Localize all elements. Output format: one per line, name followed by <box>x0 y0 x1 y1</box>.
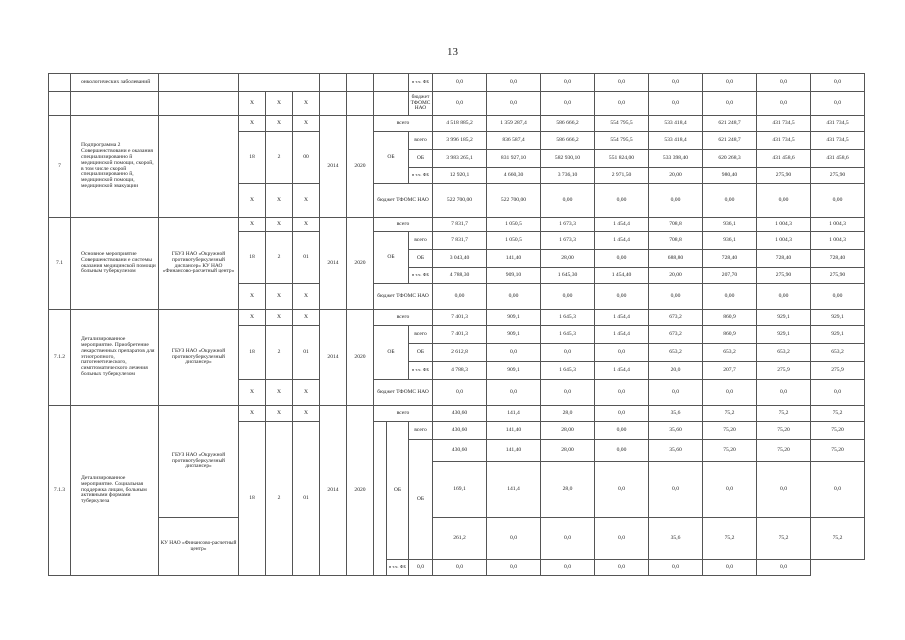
cell-value: 836 587,4 <box>487 132 541 150</box>
cell-value: 75,20 <box>757 440 811 462</box>
cell-value: 0,00 <box>595 184 649 218</box>
cell-exec: ГБУЗ НАО «Окружной противотуберкулезный диспансер» <box>159 310 239 406</box>
cell-value: 533 418,4 <box>649 116 703 132</box>
cell-start: 2014 <box>320 218 347 310</box>
cell-codes <box>239 74 320 92</box>
cell-value: 0,0 <box>487 344 541 362</box>
cell-value: 0,00 <box>649 184 703 218</box>
cell-src: всего <box>374 218 433 232</box>
cell-x: Х <box>266 310 293 326</box>
cell-value: 0,0 <box>703 560 757 576</box>
cell-value: 141,4 <box>487 406 541 422</box>
cell-x: Х <box>293 218 320 232</box>
cell-x: Х <box>293 184 320 218</box>
cell-value: 909,1 <box>487 326 541 344</box>
program-financing-table <box>48 73 865 576</box>
cell-value: 0,0 <box>541 380 595 406</box>
cell-value: 0,0 <box>595 74 649 92</box>
cell-value: 673,2 <box>649 326 703 344</box>
cell-value: 28,00 <box>541 250 595 268</box>
cell-value: 621 248,7 <box>703 132 757 150</box>
cell-value: 728,40 <box>703 250 757 268</box>
cell-value: 141,40 <box>487 422 541 440</box>
cell-value: 431 734,5 <box>757 116 811 132</box>
cell-num <box>49 92 71 116</box>
cell-value: 522 700,00 <box>433 184 487 218</box>
cell-end: 2020 <box>347 406 374 576</box>
cell-value: 522 700,00 <box>487 184 541 218</box>
cell-value: 431 458,6 <box>811 150 865 168</box>
cell-value: 936,1 <box>703 232 757 250</box>
cell-x: Х <box>266 218 293 232</box>
cell-value: 0,0 <box>487 74 541 92</box>
cell-value: 0,0 <box>433 92 487 116</box>
cell-exec <box>159 92 239 116</box>
cell-num <box>49 74 71 92</box>
cell-value: 141,40 <box>487 440 541 462</box>
cell-src: всего <box>374 116 433 132</box>
cell-value: 0,0 <box>649 560 703 576</box>
cell-value: 207,70 <box>703 268 757 284</box>
cell-value: 653,2 <box>703 344 757 362</box>
cell-value: 0,0 <box>433 560 487 576</box>
cell-start <box>320 92 347 116</box>
cell-end: 2020 <box>347 116 374 218</box>
cell-value: 0,0 <box>487 92 541 116</box>
cell-grbs: 18 <box>239 132 266 184</box>
cell-value: 75,20 <box>811 440 865 462</box>
cell-start: 2014 <box>320 310 347 406</box>
cell-cs: 00 <box>293 132 320 184</box>
cell-value: 0,0 <box>649 380 703 406</box>
cell-value: 0,00 <box>541 184 595 218</box>
cell-value: 0,00 <box>433 284 487 310</box>
cell-src: в т.ч. ФБ <box>409 168 433 184</box>
cell-value: 0,0 <box>757 380 811 406</box>
cell-value: 0,0 <box>649 74 703 92</box>
cell-value: 1 645,3 <box>541 326 595 344</box>
cell-value: 3 983 265,1 <box>433 150 487 168</box>
cell-x: Х <box>293 406 320 422</box>
cell-value: 0,00 <box>487 284 541 310</box>
cell-value: 1 050,5 <box>487 218 541 232</box>
cell-value: 0,0 <box>541 518 595 560</box>
cell-name: Детализированное мероприятие. Социальная поддержка лицам, больным активными формами туберкулеза <box>71 406 159 576</box>
cell-x: Х <box>266 406 293 422</box>
cell-cs: 01 <box>293 422 320 576</box>
cell-value: 0,0 <box>433 380 487 406</box>
cell-x: Х <box>239 284 266 310</box>
cell-value: 430,60 <box>433 440 487 462</box>
cell-value: 35,60 <box>649 422 703 440</box>
cell-value: 1 645,30 <box>541 268 595 284</box>
cell-value: 0,0 <box>703 74 757 92</box>
cell-value: 75,2 <box>757 518 811 560</box>
cell-src-group: ОБ <box>374 232 409 284</box>
cell-value: 0,00 <box>595 422 649 440</box>
cell-value: 708,8 <box>649 232 703 250</box>
table-row <box>49 518 865 560</box>
cell-value: 0,0 <box>595 462 649 518</box>
cell-value: 430,60 <box>433 406 487 422</box>
cell-value: 1 454,40 <box>595 268 649 284</box>
cell-value: 4 788,3 <box>433 362 487 380</box>
cell-x: Х <box>239 406 266 422</box>
cell-src: всего <box>409 326 433 344</box>
cell-value: 728,40 <box>811 250 865 268</box>
cell-src-group: ОБ <box>374 326 409 380</box>
cell-value: 0,0 <box>703 380 757 406</box>
cell-src: бюджет ТФОМС НАО <box>374 284 433 310</box>
cell-value: 275,90 <box>757 168 811 184</box>
cell-value: 275,9 <box>811 362 865 380</box>
cell-value: 75,2 <box>811 406 865 422</box>
cell-value: 1 359 287,4 <box>487 116 541 132</box>
cell-value: 261,2 <box>433 518 487 560</box>
cell-value: 0,00 <box>811 184 865 218</box>
cell-num: 7.1.3 <box>49 406 71 576</box>
cell-src: бюджет ТФОМС НАО <box>374 184 433 218</box>
cell-value: 75,20 <box>811 422 865 440</box>
cell-value: 0,0 <box>757 560 811 576</box>
cell-rz: 2 <box>266 326 293 380</box>
cell-start: 2014 <box>320 406 347 576</box>
cell-value: 551 824,00 <box>595 150 649 168</box>
cell-x: Х <box>293 284 320 310</box>
cell-src: в т.ч. ФБ <box>409 74 433 92</box>
cell-value: 582 930,10 <box>541 150 595 168</box>
cell-value: 0,0 <box>433 74 487 92</box>
cell-value: 0,00 <box>595 250 649 268</box>
cell-value: 3 043,40 <box>433 250 487 268</box>
cell-value: 75,20 <box>703 422 757 440</box>
cell-cs: 01 <box>293 232 320 284</box>
cell-x: Х <box>239 218 266 232</box>
cell-gap <box>374 422 387 576</box>
cell-value: 1 454,4 <box>595 310 649 326</box>
cell-x: Х <box>266 380 293 406</box>
cell-value: 533 418,4 <box>649 132 703 150</box>
cell-value: 431 734,5 <box>811 116 865 132</box>
cell-value: 831 927,10 <box>487 150 541 168</box>
cell-x: Х <box>293 116 320 132</box>
cell-value: 169,1 <box>433 462 487 518</box>
cell-value: 1 454,4 <box>595 362 649 380</box>
cell-value: 0,0 <box>811 92 865 116</box>
cell-value: 275,90 <box>811 168 865 184</box>
table-row <box>49 74 865 92</box>
cell-value: 728,40 <box>757 250 811 268</box>
cell-exec: ГБУЗ НАО «Окружной противотуберкулезный диспансер» КУ НАО «Финансово-расчетный центр» <box>159 218 239 310</box>
cell-value: 0,0 <box>811 462 865 518</box>
cell-value: 431 734,5 <box>811 132 865 150</box>
cell-exec: ГБУЗ НАО «Окружной противотуберкулезный диспансер» <box>159 406 239 518</box>
cell-value: 4 788,30 <box>433 268 487 284</box>
cell-x: Х <box>239 116 266 132</box>
cell-rz: 2 <box>266 232 293 284</box>
cell-value: 0,0 <box>409 560 433 576</box>
cell-src: бюджет ТФОМС НАО <box>409 92 433 116</box>
cell-value: 28,0 <box>541 462 595 518</box>
cell-value: 621 248,7 <box>703 116 757 132</box>
table-row <box>49 406 865 422</box>
cell-value: 0,0 <box>541 560 595 576</box>
cell-gap <box>374 92 409 116</box>
cell-x: Х <box>293 380 320 406</box>
cell-value: 533 398,40 <box>649 150 703 168</box>
cell-value: 28,00 <box>541 422 595 440</box>
cell-value: 75,2 <box>757 406 811 422</box>
cell-x: Х <box>239 92 266 116</box>
cell-value: 860,9 <box>703 326 757 344</box>
cell-value: 929,1 <box>811 326 865 344</box>
cell-value: 430,60 <box>433 422 487 440</box>
cell-value: 909,10 <box>487 268 541 284</box>
cell-value: 653,2 <box>757 344 811 362</box>
cell-exec <box>159 116 239 218</box>
cell-value: 0,0 <box>757 74 811 92</box>
cell-value: 75,2 <box>703 406 757 422</box>
cell-value: 4 518 885,2 <box>433 116 487 132</box>
cell-value: 0,0 <box>541 92 595 116</box>
cell-value: 1 004,3 <box>757 232 811 250</box>
cell-src: в т.ч. ФБ <box>387 560 409 576</box>
cell-value: 275,9 <box>757 362 811 380</box>
cell-value: 3 736,10 <box>541 168 595 184</box>
cell-end: 2020 <box>347 310 374 406</box>
cell-src: всего <box>409 422 433 440</box>
cell-value: 0,0 <box>595 406 649 422</box>
cell-value: 0,0 <box>649 92 703 116</box>
cell-value: 20,00 <box>649 168 703 184</box>
cell-value: 0,0 <box>595 344 649 362</box>
cell-value: 980,40 <box>703 168 757 184</box>
cell-value: 1 454,4 <box>595 326 649 344</box>
cell-value: 1 673,3 <box>541 232 595 250</box>
cell-value: 0,0 <box>541 74 595 92</box>
cell-name: Подпрограмма 2 Совершенствовани е оказания специализированно й медицинской помощи, скорой, в том числе скорой специализированно й, медицинской помощи, медицинской эвакуации <box>71 116 159 218</box>
cell-value: 75,20 <box>703 440 757 462</box>
cell-value: 1 673,3 <box>541 218 595 232</box>
cell-value: 0,0 <box>757 92 811 116</box>
cell-value: 0,0 <box>595 560 649 576</box>
cell-value: 0,00 <box>757 284 811 310</box>
cell-value: 0,0 <box>595 380 649 406</box>
cell-value: 28,0 <box>541 406 595 422</box>
cell-value: 620 268,3 <box>703 150 757 168</box>
cell-value: 0,00 <box>703 284 757 310</box>
cell-value: 0,00 <box>541 284 595 310</box>
cell-value: 0,0 <box>703 92 757 116</box>
table-row <box>49 218 865 232</box>
cell-x: Х <box>293 92 320 116</box>
cell-src: в т.ч. ФБ <box>409 268 433 284</box>
cell-x: Х <box>266 284 293 310</box>
cell-name: Основное мероприятие Совершенствовани е системы оказания медицинской помощи больным туберкулезом <box>71 218 159 310</box>
cell-src: ОБ <box>409 150 433 168</box>
cell-src-group: ОБ <box>387 422 409 560</box>
cell-value: 554 795,5 <box>595 116 649 132</box>
cell-value: 0,0 <box>811 74 865 92</box>
cell-src-group: ОБ <box>374 132 409 184</box>
cell-value: 35,6 <box>649 406 703 422</box>
cell-value: 936,1 <box>703 218 757 232</box>
table-row <box>49 310 865 326</box>
cell-value: 207,7 <box>703 362 757 380</box>
cell-value: 0,0 <box>487 560 541 576</box>
page-number: 13 <box>447 46 458 58</box>
cell-value: 708,8 <box>649 218 703 232</box>
cell-value: 20,0 <box>649 362 703 380</box>
cell-value: 929,1 <box>811 310 865 326</box>
cell-num: 7.1 <box>49 218 71 310</box>
cell-src: в т.ч. ФБ <box>409 362 433 380</box>
cell-rz: 2 <box>266 132 293 184</box>
cell-value: 0,0 <box>757 462 811 518</box>
cell-value: 909,1 <box>487 362 541 380</box>
cell-value: 35,60 <box>649 440 703 462</box>
cell-value: 0,0 <box>595 92 649 116</box>
cell-value: 0,0 <box>487 518 541 560</box>
cell-start: 2014 <box>320 116 347 218</box>
cell-x: Х <box>266 116 293 132</box>
cell-value: 141,4 <box>487 462 541 518</box>
cell-name: Детализированное мероприятие. Приобретение лекарственных препаратов для этиотропного, патогенетического, симптоматического лечения больных туберкулезом <box>71 310 159 406</box>
cell-name <box>71 92 159 116</box>
cell-value: 7 831,7 <box>433 218 487 232</box>
cell-value: 20,00 <box>649 268 703 284</box>
cell-x: Х <box>266 184 293 218</box>
cell-src: всего <box>409 132 433 150</box>
cell-value: 1 454,4 <box>595 218 649 232</box>
cell-value: 929,1 <box>757 310 811 326</box>
cell-value: 0,0 <box>811 380 865 406</box>
cell-value: 0,00 <box>595 440 649 462</box>
cell-value: 653,2 <box>811 344 865 362</box>
cell-value: 28,00 <box>541 440 595 462</box>
cell-value: 0,0 <box>541 344 595 362</box>
cell-value: 1 004,3 <box>757 218 811 232</box>
cell-value: 7 831,7 <box>433 232 487 250</box>
cell-value: 1 645,3 <box>541 310 595 326</box>
cell-value: 1 050,5 <box>487 232 541 250</box>
cell-value: 1 454,4 <box>595 232 649 250</box>
cell-value: 0,0 <box>487 380 541 406</box>
cell-grbs: 18 <box>239 326 266 380</box>
cell-exec: КУ НАО «Финансово-расчетный центр» <box>159 518 239 576</box>
cell-end <box>347 92 374 116</box>
cell-src: ОБ <box>409 250 433 268</box>
cell-src: ОБ <box>409 344 433 362</box>
cell-name: онкологических заболеваний <box>71 74 159 92</box>
cell-exec <box>159 74 239 92</box>
cell-value: 688,80 <box>649 250 703 268</box>
cell-value: 653,2 <box>649 344 703 362</box>
cell-src: бюджет ТФОМС НАО <box>374 380 433 406</box>
cell-value: 0,00 <box>595 284 649 310</box>
cell-value: 275,90 <box>811 268 865 284</box>
cell-value: 909,1 <box>487 310 541 326</box>
cell-value: 0,00 <box>757 184 811 218</box>
cell-value: 0,0 <box>703 462 757 518</box>
cell-value: 1 004,3 <box>811 218 865 232</box>
cell-value: 75,2 <box>811 518 865 560</box>
cell-value: 2 612,8 <box>433 344 487 362</box>
cell-value: 7 401,3 <box>433 326 487 344</box>
cell-value: 1 645,3 <box>541 362 595 380</box>
cell-value: 141,40 <box>487 250 541 268</box>
cell-value: 0,00 <box>811 284 865 310</box>
cell-src: всего <box>409 232 433 250</box>
cell-start <box>320 74 347 92</box>
cell-end: 2020 <box>347 218 374 310</box>
cell-cs: 01 <box>293 326 320 380</box>
cell-value: 3 996 185,2 <box>433 132 487 150</box>
cell-grbs: 18 <box>239 422 266 576</box>
cell-value: 586 666,2 <box>541 132 595 150</box>
cell-grbs: 18 <box>239 232 266 284</box>
cell-end <box>347 74 374 92</box>
cell-x: Х <box>239 310 266 326</box>
cell-x: Х <box>266 92 293 116</box>
cell-value: 75,20 <box>757 422 811 440</box>
cell-value: 860,9 <box>703 310 757 326</box>
cell-value: 673,2 <box>649 310 703 326</box>
cell-value: 2 971,50 <box>595 168 649 184</box>
cell-value: 0,0 <box>595 518 649 560</box>
cell-num: 7.1.2 <box>49 310 71 406</box>
cell-value: 12 920,1 <box>433 168 487 184</box>
cell-value: 586 666,2 <box>541 116 595 132</box>
cell-rz: 2 <box>266 422 293 576</box>
cell-num: 7 <box>49 116 71 218</box>
table-row <box>49 116 865 132</box>
cell-src: всего <box>374 406 433 422</box>
cell-x: Х <box>239 380 266 406</box>
cell-value: 75,2 <box>703 518 757 560</box>
cell-value: 35,6 <box>649 518 703 560</box>
cell-src: ОБ <box>409 440 433 560</box>
cell-value: 929,1 <box>757 326 811 344</box>
cell-value: 0,00 <box>649 284 703 310</box>
cell-value: 7 401,3 <box>433 310 487 326</box>
cell-value: 0,00 <box>703 184 757 218</box>
cell-value: 1 004,3 <box>811 232 865 250</box>
cell-src: всего <box>374 310 433 326</box>
cell-x: Х <box>239 184 266 218</box>
cell-value: 0,0 <box>649 462 703 518</box>
table-row <box>49 92 865 116</box>
cell-value: 431 734,5 <box>757 132 811 150</box>
cell-value: 275,90 <box>757 268 811 284</box>
cell-value: 431 458,6 <box>757 150 811 168</box>
cell-value: 554 795,5 <box>595 132 649 150</box>
cell-gap <box>374 74 409 92</box>
cell-x: Х <box>293 310 320 326</box>
cell-value: 4 660,30 <box>487 168 541 184</box>
